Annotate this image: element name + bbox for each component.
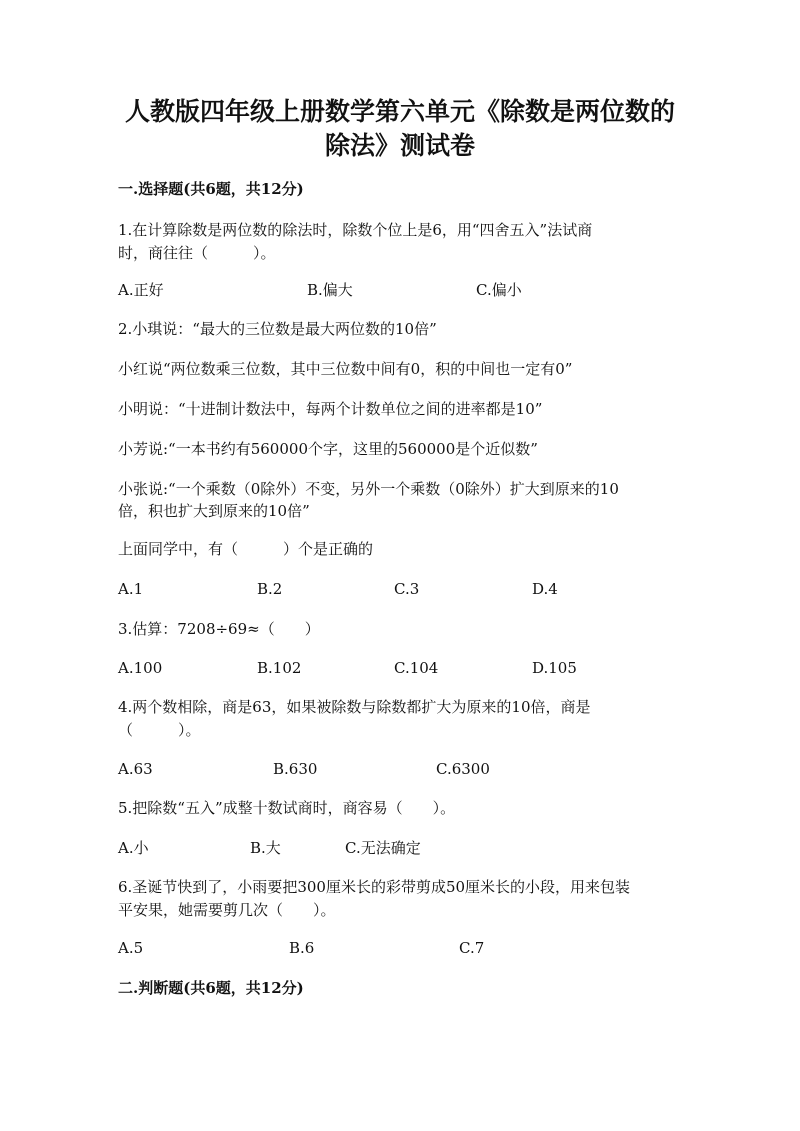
- question-1-option-b: B.偏大: [307, 281, 353, 299]
- question-2-line-1: 2.小琪说：“最大的三位数是最大两位数的10倍”: [118, 320, 437, 338]
- question-2-option-a: A.1: [118, 580, 144, 598]
- question-5-line-1: 5.把除数“五入”成整十数试商时，商容易（ ）。: [118, 799, 456, 817]
- section-heading-judgement: 二.判断题(共6题，共12分): [118, 979, 304, 997]
- question-2-line-2: 小红说“两位数乘三位数，其中三位数中间有0，积的中间也一定有0”: [118, 360, 573, 378]
- question-5-option-c: C.无法确定: [345, 839, 421, 857]
- question-1-option-c: C.偏小: [476, 281, 522, 299]
- question-1-option-a: A.正好: [118, 281, 164, 299]
- question-5-option-b: B.大: [250, 839, 281, 857]
- question-3-option-d: D.105: [532, 659, 577, 677]
- question-5-option-a: A.小: [118, 839, 149, 857]
- question-2-line-4: 小芳说:“一本书约有560000个字，这里的560000是个近似数”: [118, 440, 538, 458]
- title-line-1: 人教版四年级上册数学第六单元《除数是两位数的: [124, 97, 675, 126]
- question-4-option-c: C.6300: [436, 760, 490, 778]
- question-4-option-b: B.630: [273, 760, 318, 778]
- question-3-option-b: B.102: [257, 659, 302, 677]
- question-3-option-c: C.104: [394, 659, 439, 677]
- question-6-line-1: 6.圣诞节快到了，小雨要把300厘米长的彩带剪成50厘米长的小段，用来包装: [118, 878, 631, 896]
- title-line-2: 除法》测试卷: [324, 131, 475, 160]
- question-3-line-1: 3.估算：7208÷69≈（ ）: [118, 620, 320, 638]
- question-4-option-a: A.63: [118, 760, 153, 778]
- question-3-option-a: A.100: [118, 659, 163, 677]
- question-2-line-7: 上面同学中，有（ ）个是正确的: [118, 540, 374, 558]
- question-2-line-3: 小明说：“十进制计数法中，每两个计数单位之间的进率都是10”: [118, 400, 543, 418]
- page-title: [100, 95, 700, 163]
- question-2-option-d: D.4: [532, 580, 558, 598]
- question-4-line-2: （ ）。: [118, 721, 201, 739]
- question-4-line-1: 4.两个数相除，商是63，如果被除数与除数都扩大为原来的10倍，商是: [118, 698, 591, 716]
- question-6-option-b: B.6: [289, 939, 315, 957]
- question-2-option-b: B.2: [257, 580, 283, 598]
- question-2-line-6: 倍，积也扩大到原来的10倍”: [118, 502, 310, 520]
- question-1-line-1: 1.在计算除数是两位数的除法时，除数个位上是6，用“四舍五入”法试商: [118, 221, 593, 239]
- question-1-line-2: 时，商往往（ ）。: [118, 244, 276, 262]
- question-6-option-a: A.5: [118, 939, 144, 957]
- question-2-option-c: C.3: [394, 580, 420, 598]
- question-6-line-2: 平安果，她需要剪几次（ ）。: [118, 901, 336, 919]
- question-6-option-c: C.7: [459, 939, 485, 957]
- question-2-line-5: 小张说:“一个乘数（0除外）不变，另外一个乘数（0除外）扩大到原来的10: [118, 480, 619, 498]
- section-heading-choice: 一.选择题(共6题，共12分): [118, 180, 304, 198]
